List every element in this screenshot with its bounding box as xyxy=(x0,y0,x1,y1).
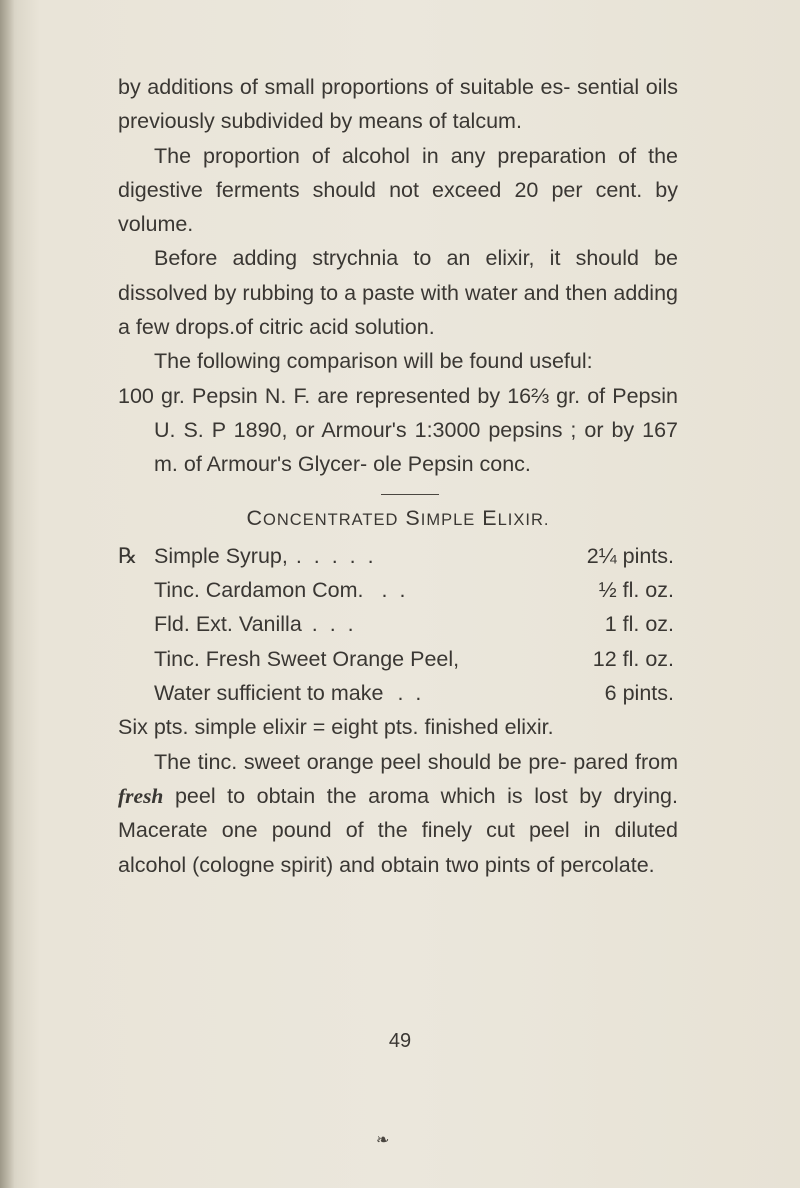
conversion-line: Six pts. simple elixir = eight pts. finished elixir. xyxy=(118,715,554,740)
ingredient-name: Water sufficient to make xyxy=(154,681,384,706)
recipe-row xyxy=(118,676,678,710)
recipe-row xyxy=(118,642,678,676)
heading-small-caps: ONCENTRATED xyxy=(263,510,399,529)
heading-cap: C xyxy=(246,505,264,530)
closing-text-after: peel to obtain the aroma which is lost by drying. Macerate one pound of the finely cut peel in diluted alcohol (cologne spirit) and obtain two pints of percolate. xyxy=(118,783,678,877)
paragraph-essential-oils: by additions of small proportions of suitable es- sential oils previously subdivided by means of talcum. xyxy=(118,75,678,134)
paragraph-strychnia: Before adding strychnia to an elixir, it should be dissolved by rubbing to a paste with water and then adding a few drops.of citric acid solution. xyxy=(118,246,678,340)
section-divider xyxy=(381,494,439,495)
emphasis-fresh: fresh xyxy=(118,783,164,808)
paragraph-pepsin-comparison: 100 gr. Pepsin N. F. are represented by 16⅔ gr. of Pepsin U. S. P 1890, or Armour's 1:3000 pepsins ; or by 167 m. of Armour's Glycer- ole Pepsin conc. xyxy=(118,383,678,477)
leader-dots: . . . . . xyxy=(295,543,377,568)
paragraph-orange-peel xyxy=(118,745,678,882)
page-number: 49 xyxy=(388,1030,412,1052)
ingredient-name: Fld. Ext. Vanilla xyxy=(154,612,302,637)
leader-dots: . . xyxy=(381,578,409,603)
closing-text-before: The tinc. sweet orange peel should be pre- pared from xyxy=(154,749,678,774)
book-spine-edge xyxy=(0,0,14,1188)
recipe-row xyxy=(118,539,678,573)
heading-small-caps: LIXIR. xyxy=(497,510,550,529)
leader-dots: . . . xyxy=(311,612,357,637)
ingredient-amount: 2¼ pints. xyxy=(586,543,674,568)
ingredient-amount: 12 fl. oz. xyxy=(592,646,674,671)
ingredient-amount: ½ fl. oz. xyxy=(598,578,674,603)
heading-small-caps: IMPLE xyxy=(420,510,476,529)
recipe-row xyxy=(118,573,678,607)
ingredient-name: Tinc. Fresh Sweet Orange Peel, xyxy=(154,646,460,671)
ingredient-name: Simple Syrup, xyxy=(154,543,288,568)
leader-dots: . . xyxy=(397,681,425,706)
ingredient-name: Tinc. Cardamon Com. xyxy=(154,578,364,603)
recipe-row xyxy=(118,607,678,641)
recipe-heading xyxy=(118,501,678,537)
ingredient-amount: 6 pints. xyxy=(604,681,674,706)
ingredient-amount: 1 fl. oz. xyxy=(604,612,674,637)
text-block xyxy=(118,70,678,882)
printer-ornament-icon: ❧ xyxy=(376,1132,390,1149)
paragraph-alcohol-proportion: The proportion of alcohol in any preparation of the digestive ferments should not exceed 20 per cent. by volume. xyxy=(118,143,678,237)
heading-cap: E xyxy=(482,505,498,530)
heading-cap: S xyxy=(405,505,421,530)
paragraph-comparison-intro: The following comparison will be found useful: xyxy=(154,349,593,374)
prescription-symbol: ℞ xyxy=(118,543,138,569)
